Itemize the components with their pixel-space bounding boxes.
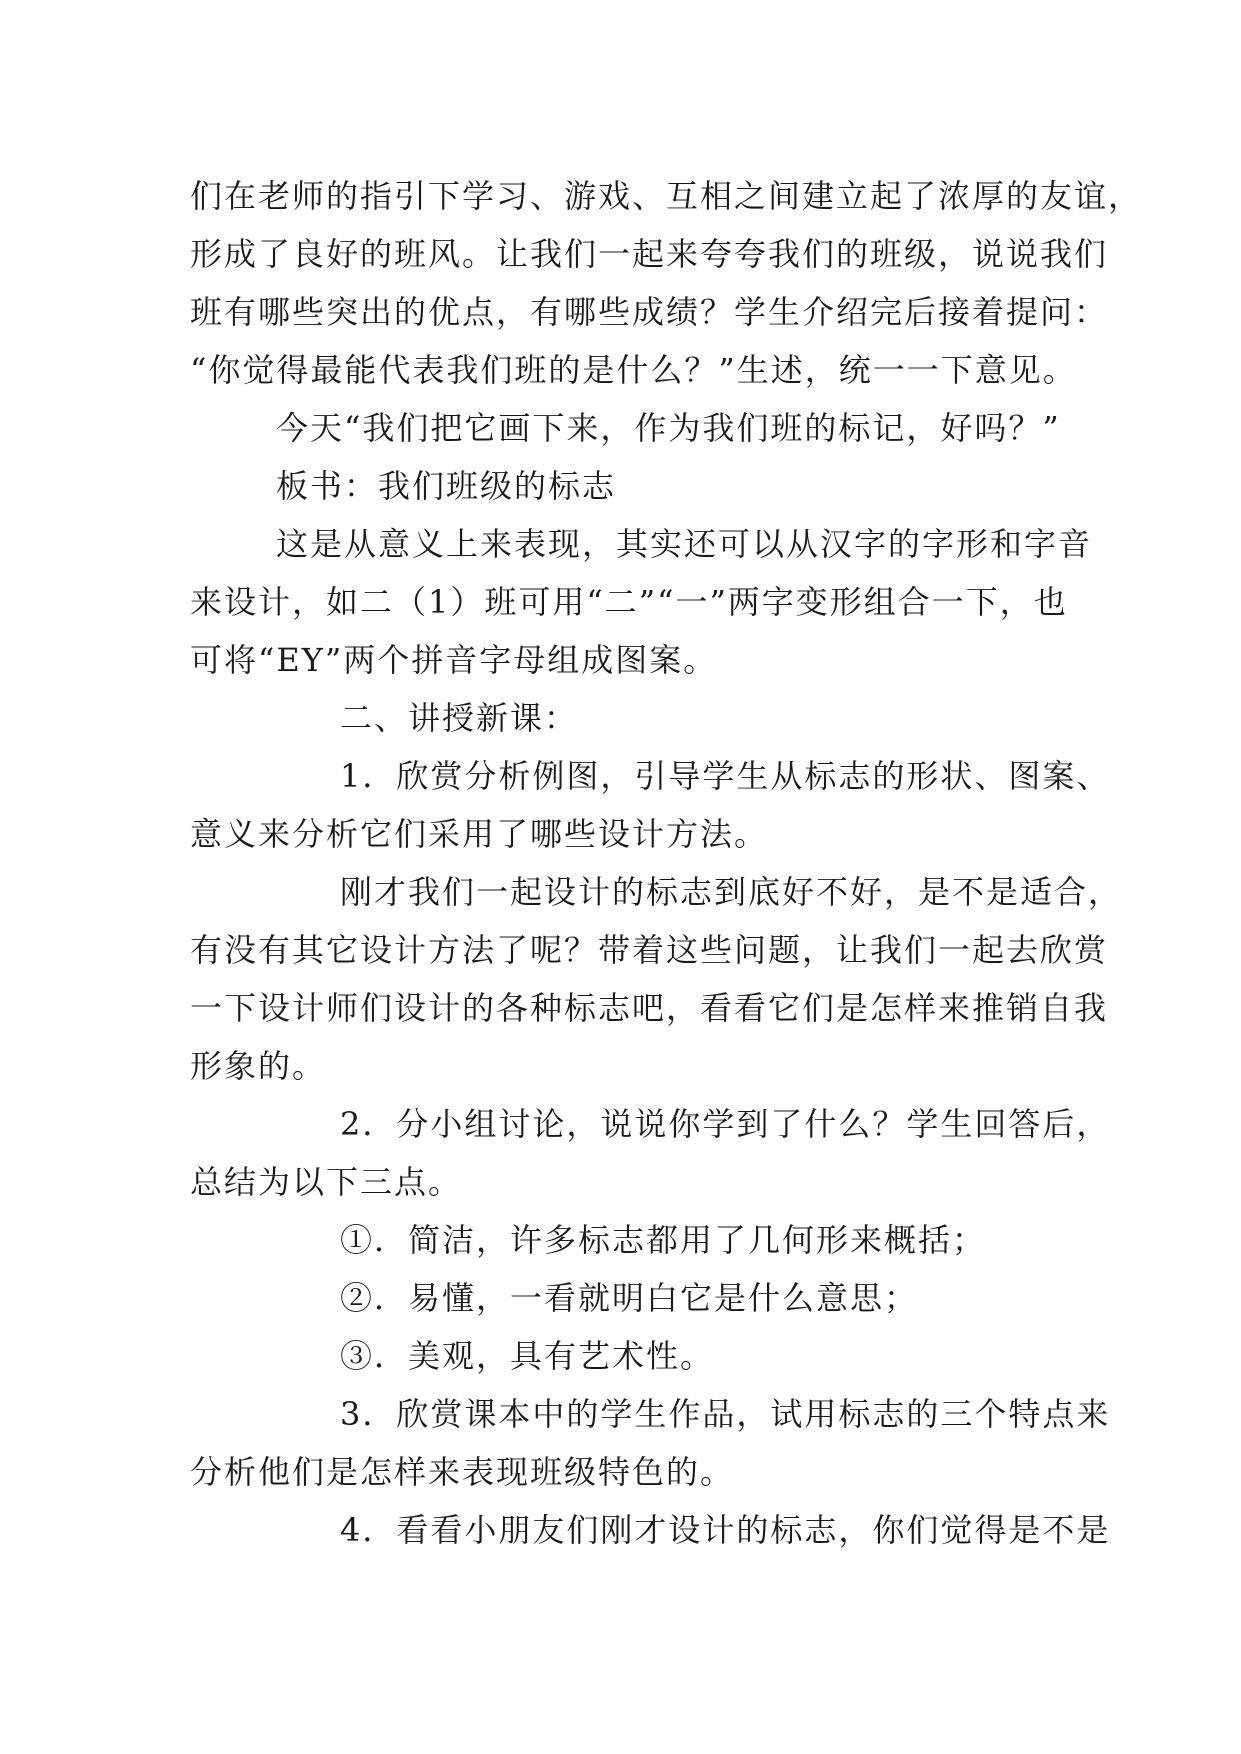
text-line: 们在老师的指引下学习、游戏、互相之间建立起了浓厚的友谊， <box>190 177 1143 215</box>
text-line: 形成了良好的班风。让我们一起来夸夸我们的班级，说说我们 <box>190 235 1109 273</box>
list-item: ③．美观，具有艺术性。 <box>340 1337 715 1375</box>
text-line: “你觉得最能代表我们班的是什么？”生述，统一一下意见。 <box>190 351 1077 389</box>
text-line: 3．欣赏课本中的学生作品，试用标志的三个特点来 <box>340 1395 1111 1433</box>
text-line: 2．分小组讨论，说说你学到了什么？学生回答后， <box>340 1105 1111 1143</box>
text-line: 分析他们是怎样来表现班级特色的。 <box>190 1453 735 1491</box>
section-heading: 二、讲授新课： <box>340 699 579 737</box>
text-line: 一下设计师们设计的各种标志吧，看看它们是怎样来推销自我 <box>190 989 1109 1027</box>
text-line: 4．看看小朋友们刚才设计的标志，你们觉得是不是 <box>340 1511 1111 1549</box>
text-line: 形象的。 <box>190 1047 327 1085</box>
text-line: 1．欣赏分析例图，引导学生从标志的形状、图案、 <box>340 757 1111 795</box>
text-line: 班有哪些突出的优点，有哪些成绩？学生介绍完后接着提问： <box>190 293 1109 331</box>
text-line: 今天“我们把它画下来，作为我们班的标记，好吗？” <box>276 409 1061 447</box>
text-line: 刚才我们一起设计的标志到底好不好，是不是适合， <box>340 873 1123 911</box>
text-line: 来设计，如二（1）班可用“二”“一”两字变形组合一下，也 <box>190 583 1068 621</box>
text-line: 总结为以下三点。 <box>190 1163 463 1201</box>
list-item: ①．简洁，许多标志都用了几何形来概括； <box>340 1221 987 1259</box>
text-line: 意义来分析它们采用了哪些设计方法。 <box>190 815 769 853</box>
text-line: 这是从意义上来表现，其实还可以从汉字的字形和字音 <box>276 525 1093 563</box>
list-item: ②．易懂，一看就明白它是什么意思； <box>340 1279 919 1317</box>
text-line: 板书：我们班级的标志 <box>276 467 617 505</box>
text-line: 有没有其它设计方法了呢？带着这些问题，让我们一起去欣赏 <box>190 931 1109 969</box>
text-line: 可将“EY”两个拼音字母组成图案。 <box>190 641 718 679</box>
